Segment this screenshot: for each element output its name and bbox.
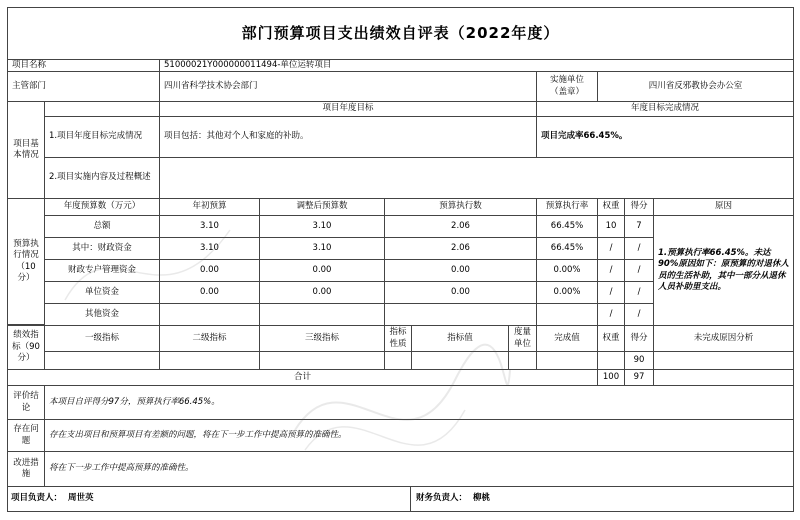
finance-leader — [412, 486, 792, 512]
problems-label: 存在问题 — [7, 419, 45, 452]
perf-cell — [508, 351, 537, 370]
total-label: 合计 — [7, 369, 598, 386]
item2-label: 2.项目实施内容及过程概述 — [44, 157, 160, 199]
budget-row-rate — [536, 303, 598, 326]
perf-header-done: 完成值 — [536, 325, 598, 352]
perf-header-unit: 度量单位 — [508, 325, 537, 352]
budget-row-adjusted: 0.00 — [259, 259, 385, 282]
project-leader — [7, 486, 407, 512]
total-blank — [653, 369, 794, 386]
perf-header-nature: 指标性质 — [384, 325, 412, 352]
perf-cell — [259, 351, 385, 370]
performance-label: 绩效指标（90分） — [7, 325, 45, 370]
budget-row-initial: 3.10 — [159, 237, 260, 260]
perf-cell — [159, 351, 260, 370]
budget-header-score: 得分 — [624, 198, 654, 216]
problems-text: 存在支出项目和预算项目有差额的问题，将在下一步工作中提高预算的准确性。 — [44, 419, 794, 452]
budget-row-rate: 0.00% — [536, 281, 598, 304]
budget-row-name: 其中：财政资金 — [44, 237, 160, 260]
budget-header-rate: 预算执行率 — [536, 198, 598, 216]
perf-cell — [411, 351, 509, 370]
budget-row-executed: 0.00 — [384, 281, 537, 304]
finance-leader-name: 柳桃 — [473, 493, 491, 504]
budget-row-score: 7 — [624, 215, 654, 238]
item1-goal: 项目包括：其他对个人和家庭的补助。 — [159, 116, 537, 158]
budget-row-executed — [384, 303, 537, 326]
budget-row-rate: 0.00% — [536, 259, 598, 282]
project-leader-label: 项目负责人： — [11, 493, 63, 504]
perf-header-l3: 三级指标 — [259, 325, 385, 352]
perf-header-value: 指标值 — [411, 325, 509, 352]
budget-header-executed: 预算执行数 — [384, 198, 537, 216]
budget-row-weight: / — [597, 259, 625, 282]
budget-row-score: / — [624, 259, 654, 282]
total-weight: 100 — [597, 369, 625, 386]
budget-row-name: 总额 — [44, 215, 160, 238]
budget-row-score: / — [624, 303, 654, 326]
budget-header-initial: 年初预算 — [159, 198, 260, 216]
basic-info-blank — [44, 101, 160, 117]
budget-header-unit: 年度预算数（万元） — [44, 198, 160, 216]
budget-header-adjusted: 调整后预算数 — [259, 198, 385, 216]
budget-row-weight: / — [597, 237, 625, 260]
perf-cell — [384, 351, 412, 370]
perf-header-l1: 一级指标 — [44, 325, 160, 352]
budget-row-rate: 66.45% — [536, 215, 598, 238]
perf-cell — [536, 351, 598, 370]
budget-row-name: 其他资金 — [44, 303, 160, 326]
item1-completion: 项目完成率66.45%。 — [536, 116, 794, 158]
perf-score-total: 90 — [624, 351, 654, 370]
perf-header-l2: 二级指标 — [159, 325, 260, 352]
completion-header: 年度目标完成情况 — [536, 101, 794, 117]
improve-text: 将在下一步工作中提高预算的准确性。 — [44, 451, 794, 487]
page-title: 部门预算项目支出绩效自评表（2022年度） — [241, 23, 560, 42]
budget-row-weight: 10 — [597, 215, 625, 238]
total-score: 97 — [624, 369, 654, 386]
project-leader-name: 周世英 — [68, 493, 94, 504]
annual-goal-header: 项目年度目标 — [159, 101, 537, 117]
budget-row-executed: 2.06 — [384, 237, 537, 260]
budget-row-adjusted: 0.00 — [259, 281, 385, 304]
budget-row-executed: 2.06 — [384, 215, 537, 238]
budget-header-reason: 原因 — [653, 198, 794, 216]
budget-row-name: 财政专户管理资金 — [44, 259, 160, 282]
impl-unit-value: 四川省反邪教协会办公室 — [597, 71, 794, 102]
impl-label-line1: 实施单位 — [549, 75, 584, 86]
budget-row-score: / — [624, 237, 654, 260]
project-name-value: 51000021Y000000011494-单位运转项目 — [159, 59, 794, 72]
item2-content — [159, 157, 794, 199]
budget-row-rate: 66.45% — [536, 237, 598, 260]
project-name-label: 项目名称 — [7, 59, 160, 72]
dept-value: 四川省科学技术协会部门 — [159, 71, 537, 102]
budget-row-weight: / — [597, 303, 625, 326]
dept-label: 主管部门 — [7, 71, 160, 102]
perf-cell — [653, 351, 794, 370]
budget-row-initial: 3.10 — [159, 215, 260, 238]
finance-leader-label: 财务负责人： — [416, 493, 468, 504]
evaluation-label: 评价结论 — [7, 385, 45, 420]
budget-row-name: 单位资金 — [44, 281, 160, 304]
perf-header-score: 得分 — [624, 325, 654, 352]
perf-cell — [597, 351, 625, 370]
basic-info-label: 项目基本情况 — [7, 101, 45, 199]
budget-row-score: / — [624, 281, 654, 304]
improve-label: 改进措施 — [7, 451, 45, 487]
budget-row-executed: 0.00 — [384, 259, 537, 282]
budget-row-adjusted: 3.10 — [259, 237, 385, 260]
budget-header-weight: 权重 — [597, 198, 625, 216]
budget-row-initial — [159, 303, 260, 326]
item1-label: 1.项目年度目标完成情况 — [44, 116, 160, 158]
budget-row-initial: 0.00 — [159, 281, 260, 304]
impl-label-line2: （盖章） — [549, 86, 584, 97]
budget-row-weight: / — [597, 281, 625, 304]
budget-row-adjusted: 3.10 — [259, 215, 385, 238]
perf-cell — [44, 351, 160, 370]
budget-row-adjusted — [259, 303, 385, 326]
budget-row-initial: 0.00 — [159, 259, 260, 282]
footer-divider — [410, 486, 411, 512]
perf-header-analysis: 未完成原因分析 — [653, 325, 794, 352]
budget-reason: 1.预算执行率66.45%。未达90%原因如下：原预算的对退休人员的生活补助，其中一部分从退休人员补助里支出。 — [653, 215, 794, 326]
perf-header-weight: 权重 — [597, 325, 625, 352]
evaluation-text: 本项目自评得分97分，预算执行率66.45%。 — [44, 385, 794, 420]
budget-label: 预算执行情况（10分） — [7, 198, 45, 325]
impl-unit-label — [536, 71, 598, 102]
